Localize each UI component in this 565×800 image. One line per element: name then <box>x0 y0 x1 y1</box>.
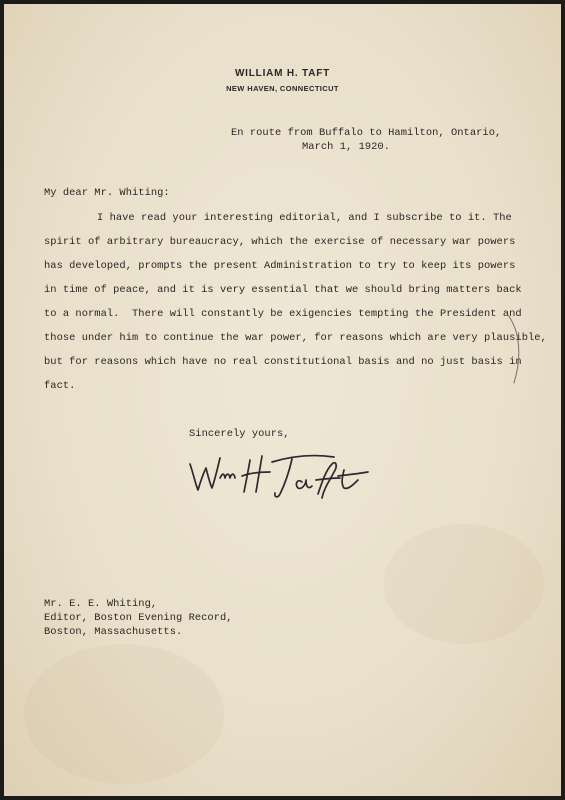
body-line: fact. <box>44 380 76 392</box>
body-line: has developed, prompts the present Administration to try to keep its powers <box>44 260 516 272</box>
dateline-date: March 1, 1920. <box>302 141 390 153</box>
body-line: spirit of arbitrary bureaucracy, which the exercise of necessary war powers <box>44 236 516 248</box>
dateline-route: En route from Buffalo to Hamilton, Ontario, <box>231 127 502 139</box>
addressee-name: Mr. E. E. Whiting, <box>44 598 158 610</box>
signature-icon <box>184 442 384 502</box>
body-line: but for reasons which have no real constitutional basis and no just basis in <box>44 356 522 368</box>
closing: Sincerely yours, <box>189 428 290 440</box>
body-line: in time of peace, and it is very essential that we should bring matters back <box>44 284 522 296</box>
salutation: My dear Mr. Whiting: <box>44 187 170 199</box>
body-line: I have read your interesting editorial, and I subscribe to it. The <box>97 212 512 224</box>
addressee-title: Editor, Boston Evening Record, <box>44 612 233 624</box>
paper-stain <box>24 644 224 784</box>
letter-page <box>4 4 561 796</box>
letterhead-name: WILLIAM H. TAFT <box>234 68 331 79</box>
body-line: to a normal. There will constantly be exigencies tempting the President and <box>44 308 522 320</box>
addressee-city: Boston, Massachusetts. <box>44 626 183 638</box>
letterhead-location: NEW HAVEN, CONNECTICUT <box>226 84 339 93</box>
paper-stain <box>384 524 544 644</box>
pencil-mark-icon <box>504 309 528 389</box>
body-line: those under him to continue the war power, for reasons which are very plausible, <box>44 332 547 344</box>
